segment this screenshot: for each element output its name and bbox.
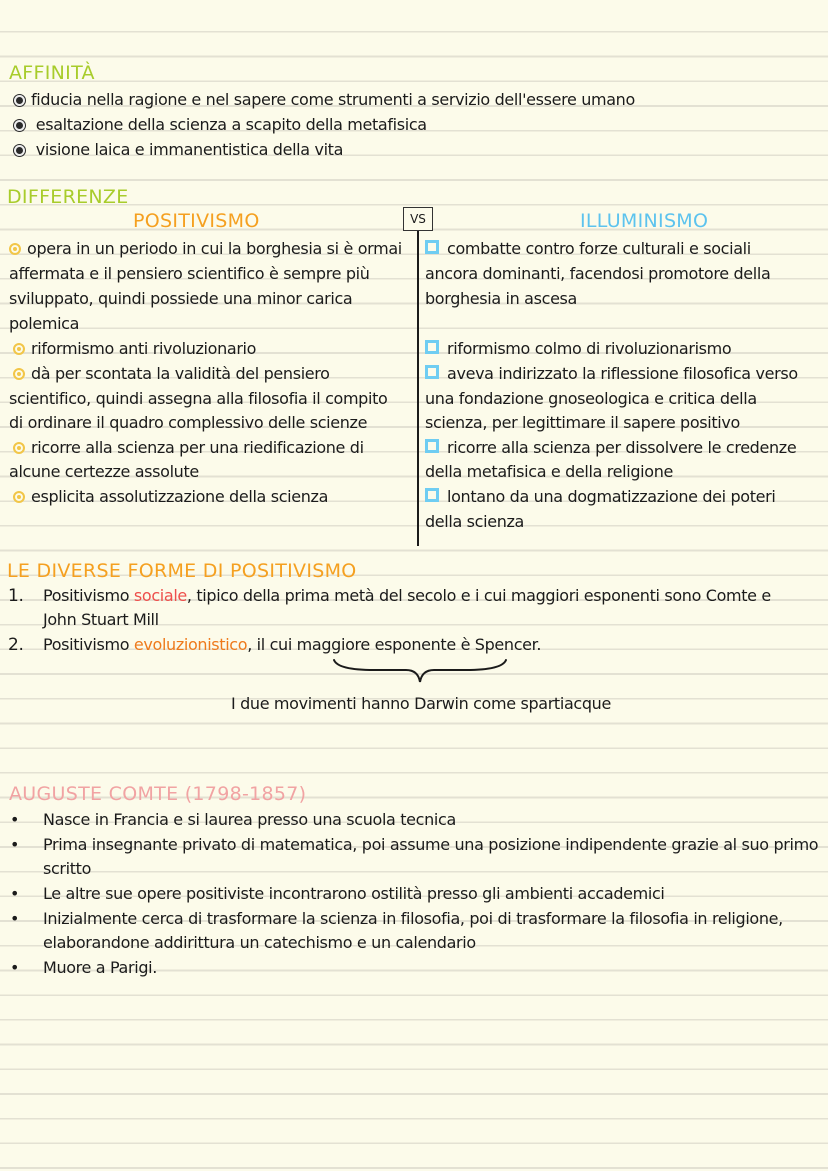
positivismo-line: ricorre alla scienza per una riedificazione di [13, 436, 364, 460]
bullet-icon [14, 120, 25, 131]
illuminismo-line: borghesia in ascesa [425, 289, 577, 308]
forme-item: Positivismo evoluzionistico, il cui maggiore esponente è Spencer. [43, 635, 542, 654]
bullet-icon: • [10, 909, 20, 928]
comte-heading: AUGUSTE COMTE (1798-1857) [9, 783, 307, 805]
positivismo-line: dà per scontata la validità del pensiero [13, 362, 330, 386]
square-bullet-icon [425, 439, 439, 453]
illuminismo-line: della metafisica e della religione [425, 462, 673, 481]
differenze-heading: DIFFERENZE [7, 186, 129, 208]
vs-badge: VS [403, 207, 433, 231]
positivismo-line: esplicita assolutizzazione della scienza [13, 485, 328, 509]
square-bullet-icon [425, 240, 439, 254]
affinita-item: fiducia nella ragione e nel sapere come strumenti a servizio dell'essere umano [14, 88, 635, 112]
illuminismo-title: ILLUMINISMO [580, 210, 709, 232]
illuminismo-line: ricorre alla scienza per dissolvere le credenze [425, 436, 796, 460]
positivismo-line: di ordinare il quadro complessivo delle scienze [9, 413, 368, 432]
illuminismo-line: della scienza [425, 512, 524, 531]
darwin-note: I due movimenti hanno Darwin come spartiacque [231, 694, 611, 713]
bullet-icon [14, 95, 25, 106]
illuminismo-line: aveva indirizzato la riflessione filosofica verso [425, 362, 798, 386]
bullet-icon: • [10, 835, 20, 854]
ring-bullet-icon [13, 491, 25, 503]
square-bullet-icon [425, 365, 439, 379]
positivismo-line: opera in un periodo in cui la borghesia si è ormai [9, 237, 402, 261]
forme-heading: LE DIVERSE FORME DI POSITIVISMO [7, 560, 357, 582]
illuminismo-line: ancora dominanti, facendosi promotore della [425, 264, 771, 283]
ring-bullet-icon [13, 442, 25, 454]
illuminismo-line: lontano da una dogmatizzazione dei poteri [425, 485, 775, 509]
illuminismo-line: riformismo colmo di rivoluzionarismo [425, 337, 731, 361]
square-bullet-icon [425, 340, 439, 354]
comte-item-cont: scritto [43, 859, 92, 878]
comte-item: Prima insegnante privato di matematica, poi assume una posizione indipendente grazie al suo primo [43, 835, 819, 854]
illuminismo-line: scienza, per legittimare il sapere positivo [425, 413, 740, 432]
comte-item: Muore a Parigi. [43, 958, 157, 977]
vertical-divider [417, 231, 419, 546]
forme-item: Positivismo sociale, tipico della prima metà del secolo e i cui maggiori esponenti sono Comte e [43, 586, 771, 605]
positivismo-line: polemica [9, 314, 80, 333]
bullet-icon: • [10, 958, 20, 977]
affinita-item: esaltazione della scienza a scapito della metafisica [14, 113, 427, 137]
affinita-item: visione laica e immanentistica della vita [14, 138, 343, 162]
evoluzionistico-highlight: evoluzionistico [133, 635, 248, 654]
illuminismo-line: combatte contro forze culturali e sociali [425, 237, 751, 261]
comte-item-cont: elaborandone addirittura un catechismo e un calendario [43, 933, 476, 952]
forme-item-cont: John Stuart Mill [43, 610, 159, 629]
affinita-heading: AFFINITÀ [9, 62, 95, 84]
ring-bullet-icon [13, 368, 25, 380]
ring-bullet-icon [9, 243, 21, 255]
square-bullet-icon [425, 488, 439, 502]
comte-item: Nasce in Francia e si laurea presso una scuola tecnica [43, 810, 456, 829]
positivismo-title: POSITIVISMO [133, 210, 260, 232]
bullet-icon: • [10, 810, 20, 829]
bullet-icon [14, 145, 25, 156]
positivismo-line: alcune certezze assolute [9, 462, 199, 481]
positivismo-line: sviluppato, quindi possiede una minor carica [9, 289, 353, 308]
positivismo-line: riformismo anti rivoluzionario [13, 337, 256, 361]
curly-brace-icon [330, 656, 510, 688]
illuminismo-line: una fondazione gnoseologica e critica della [425, 389, 757, 408]
positivismo-line: scientifico, quindi assegna alla filosofia il compito [9, 389, 388, 408]
forme-item-number: 1. [8, 586, 24, 606]
ring-bullet-icon [13, 343, 25, 355]
sociale-highlight: sociale [133, 586, 187, 605]
bullet-icon: • [10, 884, 20, 903]
forme-item-number: 2. [8, 635, 24, 655]
comte-item: Inizialmente cerca di trasformare la scienza in filosofia, poi di trasformare la filosofia in religione, [43, 909, 783, 928]
comte-item: Le altre sue opere positiviste incontrarono ostilità presso gli ambienti accademici [43, 884, 665, 903]
positivismo-line: affermata e il pensiero scientifico è sempre più [9, 264, 370, 283]
